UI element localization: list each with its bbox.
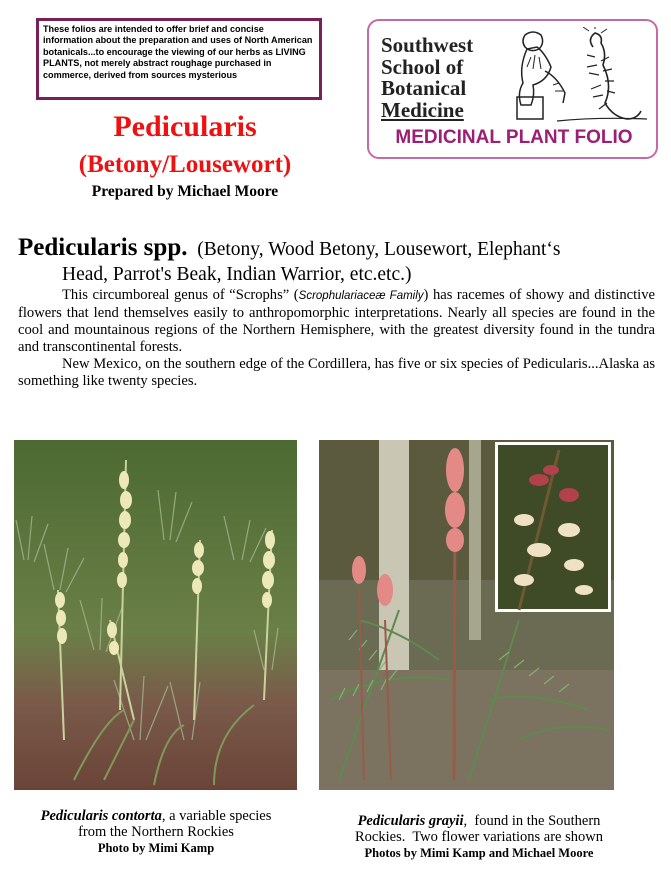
article-heading — [18, 235, 658, 287]
common-names-line-2: Head, Parrot's Beak, Indian Warrior, etc.etc.) — [62, 264, 412, 285]
caption-right — [318, 813, 640, 861]
school-name-line-2: School of — [381, 54, 464, 79]
genus-name: Pedicularis spp. — [18, 234, 188, 261]
school-name — [381, 35, 473, 121]
caption-left-credit: Photo by Mimi Kamp — [97, 841, 215, 855]
article-body — [18, 287, 655, 390]
caption-left-line-2: from the Northern Rockies — [78, 824, 234, 840]
school-name-line-4: Medicine — [381, 97, 464, 122]
photo-pedicularis-contorta — [14, 440, 297, 790]
intro-notice-box — [36, 18, 322, 100]
paragraph-1 — [18, 287, 655, 356]
page-title: Pedicularis — [113, 110, 257, 143]
photo-pedicularis-grayii — [319, 440, 614, 790]
school-logo — [367, 19, 658, 159]
caption-left-species: Pedicularis contorta — [40, 808, 162, 824]
page-subtitle: (Betony/Lousewort) — [78, 151, 292, 178]
logo-illustration — [497, 27, 653, 127]
family-name — [299, 290, 424, 302]
caption-left — [10, 808, 302, 856]
paragraph-1-start: This circumboreal genus of “Scrophs” ( — [62, 287, 299, 303]
caption-right-species: Pedicularis grayii — [357, 813, 464, 829]
medicinal-plant-folio-label: MEDICINAL PLANT FOLIO — [395, 127, 633, 148]
paragraph-2: New Mexico, on the southern edge of the Cordillera, has five or six species of Pedicularis...Alaska as something like twenty species. — [18, 356, 655, 389]
caption-right-line-2: Rockies. Two flower variations are shown — [355, 829, 603, 845]
caption-right-line-1 — [318, 813, 640, 829]
family-name-italic: Scrophulariaceæ Family — [298, 290, 424, 302]
paragraph-1-end: ) has racemes of showy and distinctive flowers that lend themselves easily to anthropomorphic interpretations. Nearly all species are found in the cool and mountainous regions of the Northern Hemisphere, with the greatest diversity found in the tundra and transcontinental forests. — [18, 287, 656, 355]
caption-right-rest: , found in the Southern — [463, 813, 601, 829]
caption-right-credit: Photos by Mimi Kamp and Michael Moore — [364, 846, 594, 860]
caption-left-line-1 — [10, 808, 302, 824]
school-name-line-1: Southwest — [381, 33, 474, 57]
school-name-line-3: Botanical — [381, 76, 467, 100]
common-names-line-1: (Betony, Wood Betony, Lousewort, Elephant‘s — [197, 239, 561, 260]
author-credit: Prepared by Michael Moore — [91, 183, 279, 200]
intro-notice-text: These folios are intended to offer brief and concise information about the preparation and uses of North American botanicals...to encourage the viewing of our herbs as LIVING PLANTS, not merely abstract roughage purchased in commerce, derived from sources mysterious — [43, 24, 313, 80]
caption-left-rest: , a variable species — [161, 808, 272, 824]
